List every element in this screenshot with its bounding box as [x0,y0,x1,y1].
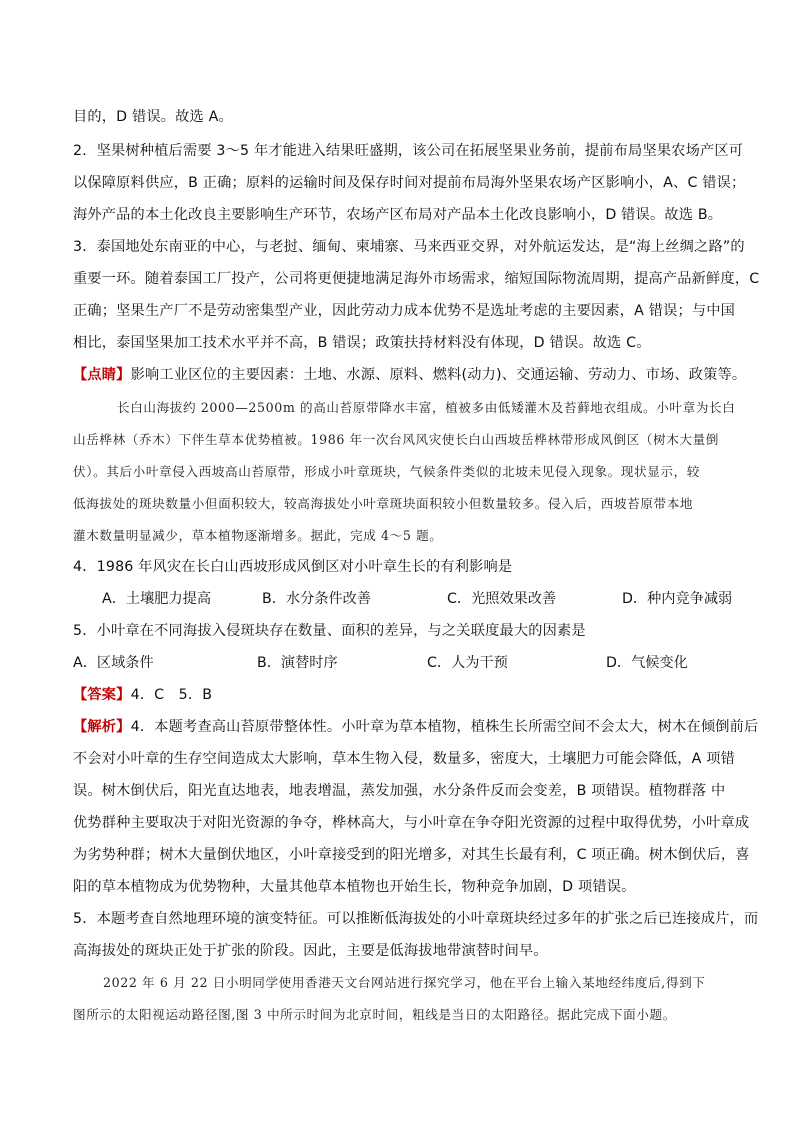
passage2-line: 2022 年 6 月 22 日小明同学使用香港天文台网站进行探究学习，他在平台上输入某地经纬度后,得到下 [103,975,706,990]
text-line: 2．坚果树种植后需要 3～5 年才能进入结果旺盛期，该公司在拓展坚果业务前，提前布局坚果农场产区可 [73,143,744,159]
analysis-line: 不会对小叶章的生存空间造成太大影响，草本生物入侵，数量多，密度大，土壤肥力可能会降低，A 项错 [73,751,736,767]
q4-option-a: A．土壤肥力提高 [102,591,212,607]
analysis-line: 为劣势种群；树木大量倒伏地区，小叶章接受到的阳光增多，对其生长最有利，C 项正确。树木倒伏后，喜 [73,847,750,863]
text-line: 3．泰国地处东南亚的中心，与老挝、缅甸、柬埔寨、马来西亚交界，对外航运发达，是“海上丝绸之路”的 [73,239,745,255]
answer-tag: 【答案】 [73,687,131,703]
text-line: 相比，泰国坚果加工技术水平并不高，B 错误；政策扶持材料没有体现，D 错误。故选 C。 [73,335,651,351]
analysis-line: 高海拔处的斑块正处于扩张的阶段。因此，主要是低海拔地带演替时间早。 [73,943,548,959]
question-5-stem: 5．小叶章在不同海拔入侵斑块存在数量、面积的差异，与之关联度最大的因素是 [73,623,586,639]
dianjing-tag: 【点睛】 [73,367,131,383]
dianjing-text: 影响工业区位的主要因素：土地、水源、原料、燃料(动力)、交通运输、劳动力、市场、政策等。 [130,367,747,383]
answer-text: 4．C 5．B [130,687,213,703]
text-line: 以保障原料供应，B 正确；原料的运输时间及保存时间对提前布局海外坚果农场产区影响小，A、C 错误； [73,175,746,191]
q4-option-c: C．光照效果改善 [447,591,557,607]
q4-option-b: B．水分条件改善 [262,591,372,607]
dianjing-note [73,365,746,385]
passage-line: 灌木数量明显减少，草本植物逐渐增多。据此，完成 4～5 题。 [73,528,443,543]
analysis-line: 5．本题考查自然地理环境的演变特征。可以推断低海拔处的小叶章斑块经过多年的扩张之后已连接成片，而 [73,911,759,927]
text-line: 海外产品的本土化改良主要影响生产环节，农场产区布局对产品本土化改良影响小，D 错误。故选 B。 [73,207,723,223]
passage2-line: 图所示的太阳视运动路径图,图 3 中所示时间为北京时间，粗线是当日的太阳路径。据此完成下面小题。 [73,1007,676,1022]
question-4-stem: 4．1986 年风灾在长白山西坡形成风倒区对小叶章生长的有利影响是 [73,559,513,575]
q5-option-a: A．区域条件 [73,655,154,671]
q4-option-d: D．种内竞争减弱 [622,591,733,607]
text-line: 正确；坚果生产厂不是劳动密集型产业，因此劳动力成本优势不是选址考虑的主要因素，A 错误；与中国 [73,303,736,319]
analysis-text: 4．本题考查高山苔原带整体性。小叶章为草本植物，植株生长所需空间不会太大，树木在倾倒前后 [130,719,759,735]
q5-option-d: D．气候变化 [606,655,688,671]
answer-line [73,685,212,705]
analysis-line [73,717,758,737]
analysis-line: 优势群种主要取决于对阳光资源的争夺，桦林高大，与小叶章在争夺阳光资源的过程中取得优势，小叶章成 [73,815,750,831]
q5-option-b: B．演替时序 [257,655,338,671]
passage-line: 长白山海拔约 2000—2500m 的高山苔原带降水丰富，植被多由低矮灌木及苔藓地衣组成。小叶章为长白 [117,400,736,415]
passage-line: 伏）。其后小叶章侵入西坡高山苔原带，形成小叶章斑块，气候条件类似的北坡未见侵入现象。现状显示，较 [73,464,700,479]
analysis-line: 误。树木倒伏后，阳光直达地表，地表增温，蒸发加强，水分条件反而会变差，B 项错误。植物群落 中 [73,783,726,799]
text-line: 重要一环。随着泰国工厂投产，公司将更便捷地满足海外市场需求，缩短国际物流周期，提高产品新鲜度，C [73,271,760,287]
passage-line: 山岳桦林（乔木）下伴生草本优势植被。1986 年一次台风风灾使长白山西坡岳桦林带形成风倒区（树木大量倒 [73,432,719,447]
passage-line: 低海拔处的斑块数量小但面积较大，较高海拔处小叶章斑块面积较小但数量较多。侵入后，西坡苔原带本地 [73,496,694,511]
analysis-line: 阳的草本植物成为优势物种，大量其他草本植物也开始生长，物种竞争加剧，D 项错误。 [73,879,636,895]
analysis-tag: 【解析】 [73,719,131,735]
text-line: 目的，D 错误。故选 A。 [73,109,233,125]
q5-option-c: C．人为干预 [427,655,508,671]
